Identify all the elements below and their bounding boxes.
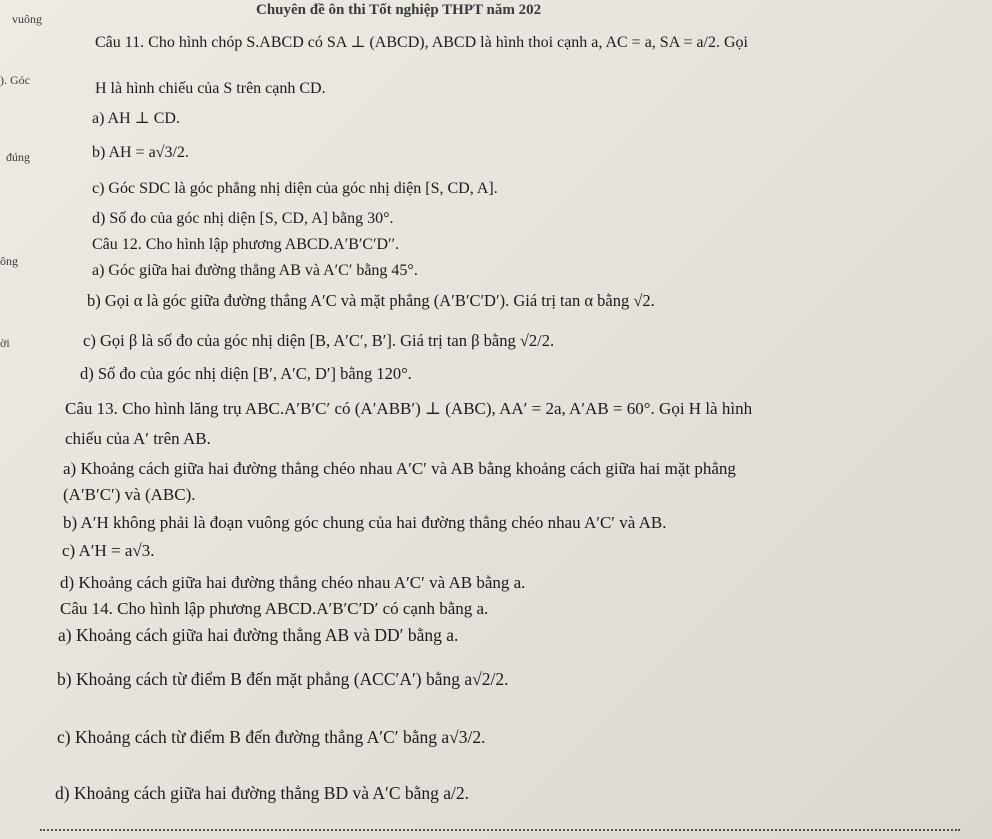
question-14-option-d: d) Khoảng cách giữa hai đường thẳng BD và A′C bằng a/2.: [55, 783, 470, 803]
question-13-stem: Câu 13. Cho hình lăng trụ ABC.A′B′C′ có (A′ABB′) ⊥ (ABC), AA′ = 2a, A′AB = 60°. Gọi H là hình: [65, 399, 753, 418]
question-11-option-a: a) AH ⊥ CD.: [92, 110, 180, 127]
margin-note: vuông: [12, 12, 42, 26]
margin-note: đúng: [6, 150, 30, 164]
margin-note: ời: [0, 336, 10, 350]
bottom-rule: [40, 829, 960, 831]
question-13-option-c: c) A′H = a√3.: [62, 541, 155, 560]
margin-note: ông: [0, 254, 18, 268]
question-12-stem: Câu 12. Cho hình lập phương ABCD.A′B′C′D′′.: [92, 236, 400, 253]
question-12-option-b: b) Gọi α là góc giữa đường thẳng A′C và mặt phẳng (A′B′C′D′). Giá trị tan α bằng √2.: [87, 291, 655, 310]
question-14-option-c: c) Khoảng cách từ điểm B đến đường thẳng A′C′ bằng a√3/2.: [57, 727, 486, 747]
question-14-option-b: b) Khoảng cách từ điểm B đến mặt phẳng (ACC′A′) bằng a√2/2.: [57, 669, 509, 689]
margin-note: ). Góc: [0, 73, 30, 87]
question-12-option-d: d) Số đo của góc nhị diện [B′, A′C, D′] bằng 120°.: [80, 364, 412, 383]
page-header: Chuyên đề ôn thi Tốt nghiệp THPT năm 202: [256, 2, 542, 18]
question-13-option-d: d) Khoảng cách giữa hai đường thẳng chéo nhau A′C′ và AB bằng a.: [60, 573, 526, 592]
question-14-stem: Câu 14. Cho hình lập phương ABCD.A′B′C′D′ có cạnh bằng a.: [60, 599, 489, 618]
question-11-option-c: c) Góc SDC là góc phẳng nhị diện của góc nhị diện [S, CD, A].: [92, 180, 498, 197]
question-12-option-a: a) Góc giữa hai đường thẳng AB và A′C′ bằng 45°.: [92, 262, 418, 279]
question-13-option-b: b) A′H không phải là đoạn vuông góc chung của hai đường thẳng chéo nhau A′C′ và AB.: [63, 513, 667, 532]
question-11-option-d: d) Số đo của góc nhị diện [S, CD, A] bằng 30°.: [92, 210, 394, 227]
question-12-option-c: c) Gọi β là số đo của góc nhị diện [B, A′C′, B′]. Giá trị tan β bằng √2/2.: [83, 331, 555, 350]
question-11-stem: Câu 11. Cho hình chóp S.ABCD có SA ⊥ (ABCD), ABCD là hình thoi cạnh a, AC = a, SA = a/2. Gọi: [95, 34, 748, 51]
question-13-option-a-cont: (A′B′C′) và (ABC).: [63, 485, 196, 504]
question-11-stem-cont: H là hình chiếu của S trên cạnh CD.: [95, 80, 326, 97]
question-14-option-a: a) Khoảng cách giữa hai đường thẳng AB và DD′ bằng a.: [58, 625, 459, 645]
question-13-option-a: a) Khoảng cách giữa hai đường thẳng chéo nhau A′C′ và AB bằng khoảng cách giữa hai mặt phẳng: [63, 459, 736, 478]
question-13-stem-cont: chiếu của A′ trên AB.: [65, 429, 211, 448]
question-11-option-b: b) AH = a√3/2.: [92, 144, 189, 161]
